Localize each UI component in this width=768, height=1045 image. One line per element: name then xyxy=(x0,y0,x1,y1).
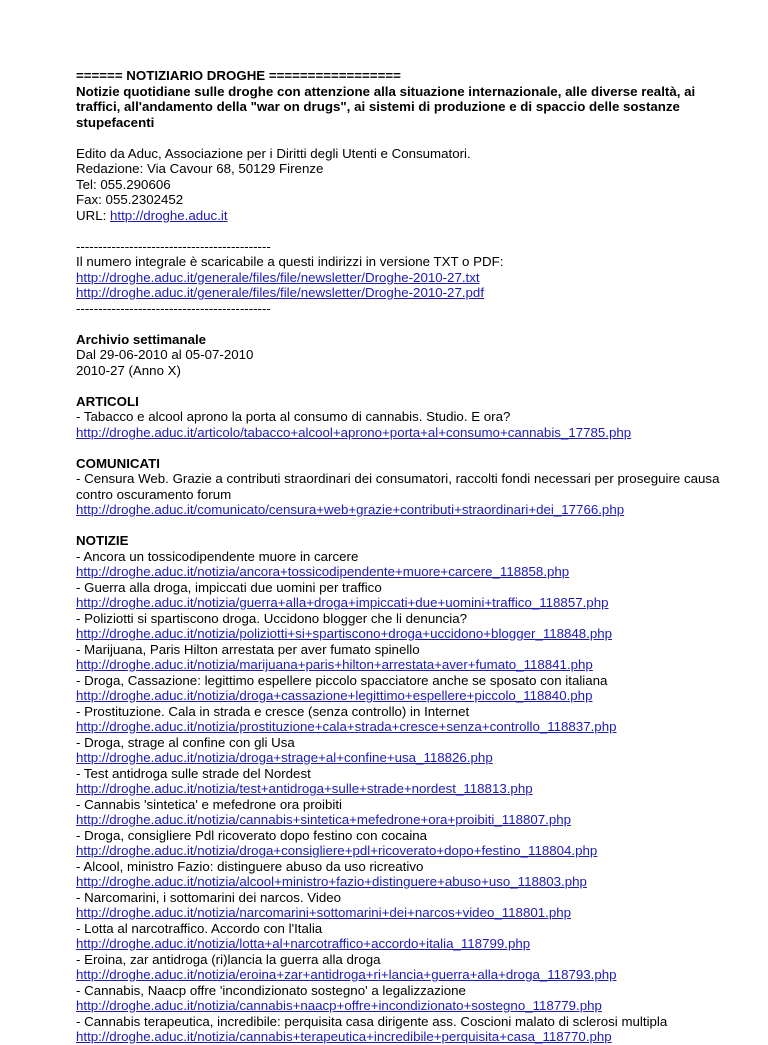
list-item-link[interactable]: http://droghe.aduc.it/notizia/lotta+al+narcotraffico+accordo+italia_118799.php xyxy=(76,936,531,951)
publisher-info xyxy=(76,146,728,224)
site-url-line xyxy=(76,208,728,224)
list-item-link[interactable]: http://droghe.aduc.it/notizia/cannabis+sintetica+mefedrone+ora+proibiti_118807.php xyxy=(76,812,572,827)
txt-download-link[interactable]: http://droghe.aduc.it/generale/files/file/newsletter/Droghe-2010-27.txt xyxy=(76,269,480,285)
list-item-title: - Marijuana, Paris Hilton arrestata per aver fumato spinello xyxy=(76,641,420,657)
list-item-link[interactable]: http://droghe.aduc.it/notizia/test+antidroga+sulle+strade+nordest_118813.php xyxy=(76,781,533,796)
url-label: URL: xyxy=(76,207,110,223)
list-item-link[interactable]: http://droghe.aduc.it/notizia/droga+cassazione+legittimo+espellere+piccolo_118840.php xyxy=(76,688,593,703)
telephone: Tel: 055.290606 xyxy=(76,176,171,192)
address: Redazione: Via Cavour 68, 50129 Firenze xyxy=(76,161,324,176)
list-item-link[interactable]: http://droghe.aduc.it/notizia/droga+strage+al+confine+usa_118826.php xyxy=(76,750,493,765)
articoli-section xyxy=(76,394,728,441)
list-item-link[interactable]: http://droghe.aduc.it/notizia/alcool+ministro+fazio+distinguere+abuso+uso_118803.php xyxy=(76,874,587,889)
list-item-title: - Guerra alla droga, impiccati due uomini per traffico xyxy=(76,579,382,595)
pdf-download-link[interactable]: http://droghe.aduc.it/generale/files/file/newsletter/Droghe-2010-27.pdf xyxy=(76,285,485,300)
list-item-link[interactable]: http://droghe.aduc.it/notizia/poliziotti+si+spartiscono+droga+uccidono+blogger_118848.php xyxy=(76,626,613,641)
fax: Fax: 055.2302452 xyxy=(76,192,184,207)
list-item-title: - Ancora un tossicodipendente muore in carcere xyxy=(76,548,359,564)
archive-section xyxy=(76,332,728,379)
list-item-title: - Eroina, zar antidroga (ri)lancia la guerra alla droga xyxy=(76,951,381,967)
list-item-link[interactable]: http://droghe.aduc.it/notizia/guerra+alla+droga+impiccati+due+uomini+traffico_118857.php xyxy=(76,595,609,610)
separator-bottom: -------------------------------------------- xyxy=(76,300,271,316)
comunicati-section xyxy=(76,456,728,518)
list-item-link[interactable]: http://droghe.aduc.it/notizia/droga+consigliere+pdl+ricoverato+dopo+festino_118804.php xyxy=(76,843,598,858)
list-item-link[interactable]: http://droghe.aduc.it/comunicato/censura+web+grazie+contributi+straordinari+dei_17766.php xyxy=(76,502,625,517)
site-url-link[interactable]: http://droghe.aduc.it xyxy=(110,207,228,223)
list-item-title: - Tabacco e alcool aprono la porta al consumo di cannabis. Studio. E ora? xyxy=(76,409,511,424)
list-item-title: - Cannabis terapeutica, incredibile: perquisita casa dirigente ass. Coscioni malato di sclerosi multipla xyxy=(76,1013,668,1029)
list-item-link[interactable]: http://droghe.aduc.it/notizia/prostituzione+cala+strada+cresce+senza+controllo_118837.php xyxy=(76,719,617,734)
newsletter-subtitle: Notizie quotidiane sulle droghe con attenzione alla situazione internazionale, alle diverse realtà, ai traffici, all'andamento della "war on drugs", ai sistemi di produzione e di spaccio delle sostanze stupefacenti xyxy=(76,83,696,130)
edited-by: Edito da Aduc, Associazione per i Diritti degli Utenti e Consumatori. xyxy=(76,145,471,161)
list-item-title: - Cannabis, Naacp offre 'incondizionato sostegno' a legalizzazione xyxy=(76,982,466,998)
list-item-link[interactable]: http://droghe.aduc.it/notizia/narcomarini+sottomarini+dei+narcos+video_118801.php xyxy=(76,905,572,920)
archive-issue: 2010-27 (Anno X) xyxy=(76,362,181,378)
list-item-link[interactable]: http://droghe.aduc.it/notizia/cannabis+naacp+offre+incondizionato+sostegno_118779.php xyxy=(76,998,602,1013)
list-item-title: - Cannabis 'sintetica' e mefedrone ora proibiti xyxy=(76,796,342,812)
notizie-heading: NOTIZIE xyxy=(76,533,129,548)
list-item-title: - Droga, consigliere Pdl ricoverato dopo festino con cocaina xyxy=(76,827,428,843)
list-item-title: - Lotta al narcotraffico. Accordo con l'Italia xyxy=(76,920,323,936)
list-item-title: - Droga, Cassazione: legittimo espellere piccolo spacciatore anche se sposato con italiana xyxy=(76,672,608,688)
comunicati-heading: COMUNICATI xyxy=(76,455,160,471)
archive-heading: Archivio settimanale xyxy=(76,331,207,347)
list-item-title: - Test antidroga sulle strade del Nordest xyxy=(76,765,311,781)
list-item-link[interactable]: http://droghe.aduc.it/notizia/marijuana+paris+hilton+arrestata+aver+fumato_118841.php xyxy=(76,657,593,672)
list-item-title: - Droga, strage al confine con gli Usa xyxy=(76,734,295,750)
list-item-title: - Prostituzione. Cala in strada e cresce (senza controllo) in Internet xyxy=(76,703,470,719)
articoli-heading: ARTICOLI xyxy=(76,393,139,409)
archive-range: Dal 29-06-2010 al 05-07-2010 xyxy=(76,347,254,362)
newsletter-header xyxy=(76,68,728,130)
download-text: Il numero integrale è scaricabile a questi indirizzi in versione TXT o PDF: xyxy=(76,254,504,269)
newsletter-title: ====== NOTIZIARIO DROGHE ================= xyxy=(76,68,401,83)
notizie-section xyxy=(76,533,728,1045)
separator-top: -------------------------------------------- xyxy=(76,238,271,254)
download-section xyxy=(76,239,728,317)
list-item-link[interactable]: http://droghe.aduc.it/articolo/tabacco+alcool+aprono+porta+al+consumo+cannabis_17785.php xyxy=(76,424,632,440)
list-item-link[interactable]: http://droghe.aduc.it/notizia/ancora+tossicodipendente+muore+carcere_118858.php xyxy=(76,564,570,579)
list-item-title: - Alcool, ministro Fazio: distinguere abuso da uso ricreativo xyxy=(76,858,424,874)
list-item-title: - Poliziotti si spartiscono droga. Uccidono blogger che li denuncia? xyxy=(76,610,467,626)
list-item-link[interactable]: http://droghe.aduc.it/notizia/eroina+zar+antidroga+ri+lancia+guerra+alla+droga_118793.php xyxy=(76,967,617,982)
list-item-title: - Narcomarini, i sottomarini dei narcos. Video xyxy=(76,889,342,905)
list-item-link[interactable]: http://droghe.aduc.it/notizia/cannabis+terapeutica+incredibile+perquisita+casa_118770.php xyxy=(76,1029,612,1044)
list-item-title: - Censura Web. Grazie a contributi straordinari dei consumatori, raccolti fondi necessari per proseguire causa contro oscuramento forum xyxy=(76,471,720,502)
